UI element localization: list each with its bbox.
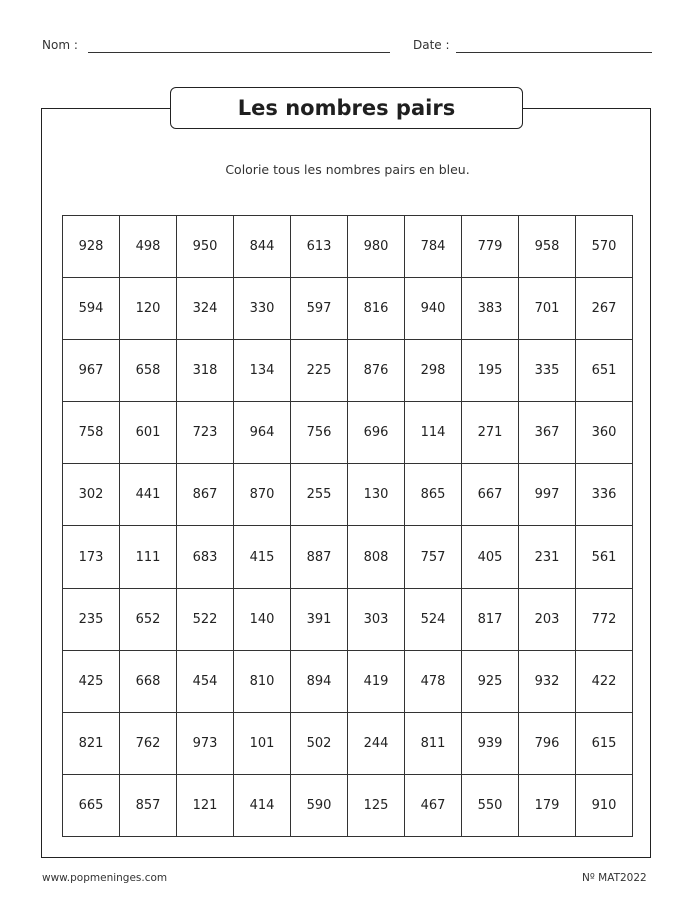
- grid-cell[interactable]: 925: [462, 650, 519, 712]
- grid-cell[interactable]: 298: [405, 340, 462, 402]
- grid-cell[interactable]: 134: [234, 340, 291, 402]
- grid-cell[interactable]: 779: [462, 216, 519, 278]
- grid-cell[interactable]: 997: [519, 464, 576, 526]
- grid-cell[interactable]: 696: [348, 402, 405, 464]
- grid-cell[interactable]: 422: [576, 650, 633, 712]
- grid-cell[interactable]: 203: [519, 588, 576, 650]
- grid-row: [63, 712, 633, 774]
- grid-cell[interactable]: 867: [177, 464, 234, 526]
- grid-cell[interactable]: 140: [234, 588, 291, 650]
- grid-cell[interactable]: 570: [576, 216, 633, 278]
- grid-cell[interactable]: 255: [291, 464, 348, 526]
- grid-cell[interactable]: 651: [576, 340, 633, 402]
- date-line[interactable]: [456, 52, 652, 53]
- grid-cell[interactable]: 336: [576, 464, 633, 526]
- grid-cell[interactable]: 414: [234, 774, 291, 836]
- grid-cell[interactable]: 561: [576, 526, 633, 588]
- grid-cell[interactable]: 973: [177, 712, 234, 774]
- grid-row: [63, 774, 633, 836]
- grid-cell[interactable]: 810: [234, 650, 291, 712]
- grid-row: [63, 340, 633, 402]
- grid-cell[interactable]: 808: [348, 526, 405, 588]
- grid-cell[interactable]: 498: [120, 216, 177, 278]
- grid-cell[interactable]: 910: [576, 774, 633, 836]
- grid-cell[interactable]: 668: [120, 650, 177, 712]
- grid-cell[interactable]: 271: [462, 402, 519, 464]
- grid-cell[interactable]: 391: [291, 588, 348, 650]
- worksheet-title-text: Les nombres pairs: [237, 96, 456, 120]
- grid-cell[interactable]: 550: [462, 774, 519, 836]
- grid-cell[interactable]: 601: [120, 402, 177, 464]
- grid-cell[interactable]: 195: [462, 340, 519, 402]
- grid-cell[interactable]: 939: [462, 712, 519, 774]
- grid-cell[interactable]: 665: [63, 774, 120, 836]
- grid-cell[interactable]: 303: [348, 588, 405, 650]
- grid-row: [63, 526, 633, 588]
- grid-cell[interactable]: 244: [348, 712, 405, 774]
- footer-website: www.popmeninges.com: [42, 872, 168, 884]
- grid-row: [63, 650, 633, 712]
- grid-cell[interactable]: 821: [63, 712, 120, 774]
- grid-cell[interactable]: 928: [63, 216, 120, 278]
- grid-cell[interactable]: 762: [120, 712, 177, 774]
- grid-cell[interactable]: 114: [405, 402, 462, 464]
- instruction-text: Colorie tous les nombres pairs en bleu.: [225, 162, 470, 177]
- grid-cell[interactable]: 894: [291, 650, 348, 712]
- grid-cell[interactable]: 267: [576, 278, 633, 340]
- number-grid: [62, 215, 633, 837]
- grid-row: [63, 402, 633, 464]
- grid-cell[interactable]: 658: [120, 340, 177, 402]
- grid-cell[interactable]: 615: [576, 712, 633, 774]
- grid-cell[interactable]: 130: [348, 464, 405, 526]
- grid-cell[interactable]: 121: [177, 774, 234, 836]
- grid-cell[interactable]: 958: [519, 216, 576, 278]
- grid-cell[interactable]: 870: [234, 464, 291, 526]
- grid-cell[interactable]: 590: [291, 774, 348, 836]
- worksheet-title: [170, 87, 523, 129]
- grid-cell[interactable]: 235: [63, 588, 120, 650]
- grid-cell[interactable]: 756: [291, 402, 348, 464]
- grid-cell[interactable]: 101: [234, 712, 291, 774]
- grid-cell[interactable]: 120: [120, 278, 177, 340]
- grid-cell[interactable]: 887: [291, 526, 348, 588]
- grid-cell[interactable]: 502: [291, 712, 348, 774]
- grid-cell[interactable]: 467: [405, 774, 462, 836]
- grid-cell[interactable]: 330: [234, 278, 291, 340]
- grid-cell[interactable]: 454: [177, 650, 234, 712]
- grid-cell[interactable]: 816: [348, 278, 405, 340]
- grid-cell[interactable]: 125: [348, 774, 405, 836]
- grid-cell[interactable]: 683: [177, 526, 234, 588]
- grid-cell[interactable]: 817: [462, 588, 519, 650]
- grid-cell[interactable]: 524: [405, 588, 462, 650]
- grid-cell[interactable]: 811: [405, 712, 462, 774]
- grid-cell[interactable]: 419: [348, 650, 405, 712]
- grid-cell[interactable]: 360: [576, 402, 633, 464]
- grid-cell[interactable]: 415: [234, 526, 291, 588]
- grid-cell[interactable]: 865: [405, 464, 462, 526]
- grid-cell[interactable]: 335: [519, 340, 576, 402]
- grid-cell[interactable]: 231: [519, 526, 576, 588]
- grid-cell[interactable]: 522: [177, 588, 234, 650]
- grid-cell[interactable]: 173: [63, 526, 120, 588]
- grid-cell[interactable]: 405: [462, 526, 519, 588]
- grid-cell[interactable]: 967: [63, 340, 120, 402]
- date-label: Date :: [413, 38, 450, 52]
- grid-cell[interactable]: 111: [120, 526, 177, 588]
- grid-cell[interactable]: 758: [63, 402, 120, 464]
- grid-cell[interactable]: 772: [576, 588, 633, 650]
- grid-cell[interactable]: 844: [234, 216, 291, 278]
- grid-cell[interactable]: 652: [120, 588, 177, 650]
- grid-cell[interactable]: 302: [63, 464, 120, 526]
- grid-row: [63, 588, 633, 650]
- grid-cell[interactable]: 932: [519, 650, 576, 712]
- grid-row: [63, 464, 633, 526]
- grid-cell[interactable]: 757: [405, 526, 462, 588]
- grid-cell[interactable]: 876: [348, 340, 405, 402]
- grid-cell[interactable]: 478: [405, 650, 462, 712]
- grid-cell[interactable]: 723: [177, 402, 234, 464]
- grid-cell[interactable]: 597: [291, 278, 348, 340]
- grid-cell[interactable]: 701: [519, 278, 576, 340]
- grid-cell[interactable]: 594: [63, 278, 120, 340]
- grid-cell[interactable]: 940: [405, 278, 462, 340]
- grid-cell[interactable]: 950: [177, 216, 234, 278]
- grid-cell[interactable]: 425: [63, 650, 120, 712]
- grid-cell[interactable]: 857: [120, 774, 177, 836]
- grid-row: [63, 278, 633, 340]
- grid-cell[interactable]: 980: [348, 216, 405, 278]
- grid-cell[interactable]: 179: [519, 774, 576, 836]
- grid-cell[interactable]: 784: [405, 216, 462, 278]
- name-line[interactable]: [88, 52, 390, 53]
- grid-cell[interactable]: 613: [291, 216, 348, 278]
- grid-cell[interactable]: 318: [177, 340, 234, 402]
- grid-cell[interactable]: 367: [519, 402, 576, 464]
- grid-cell[interactable]: 441: [120, 464, 177, 526]
- grid-cell[interactable]: 964: [234, 402, 291, 464]
- grid-cell[interactable]: 796: [519, 712, 576, 774]
- name-label: Nom :: [42, 38, 78, 52]
- grid-cell[interactable]: 383: [462, 278, 519, 340]
- grid-cell[interactable]: 324: [177, 278, 234, 340]
- grid-cell[interactable]: 667: [462, 464, 519, 526]
- footer-reference: Nº MAT2022: [582, 872, 647, 884]
- grid-row: [63, 216, 633, 278]
- grid-cell[interactable]: 225: [291, 340, 348, 402]
